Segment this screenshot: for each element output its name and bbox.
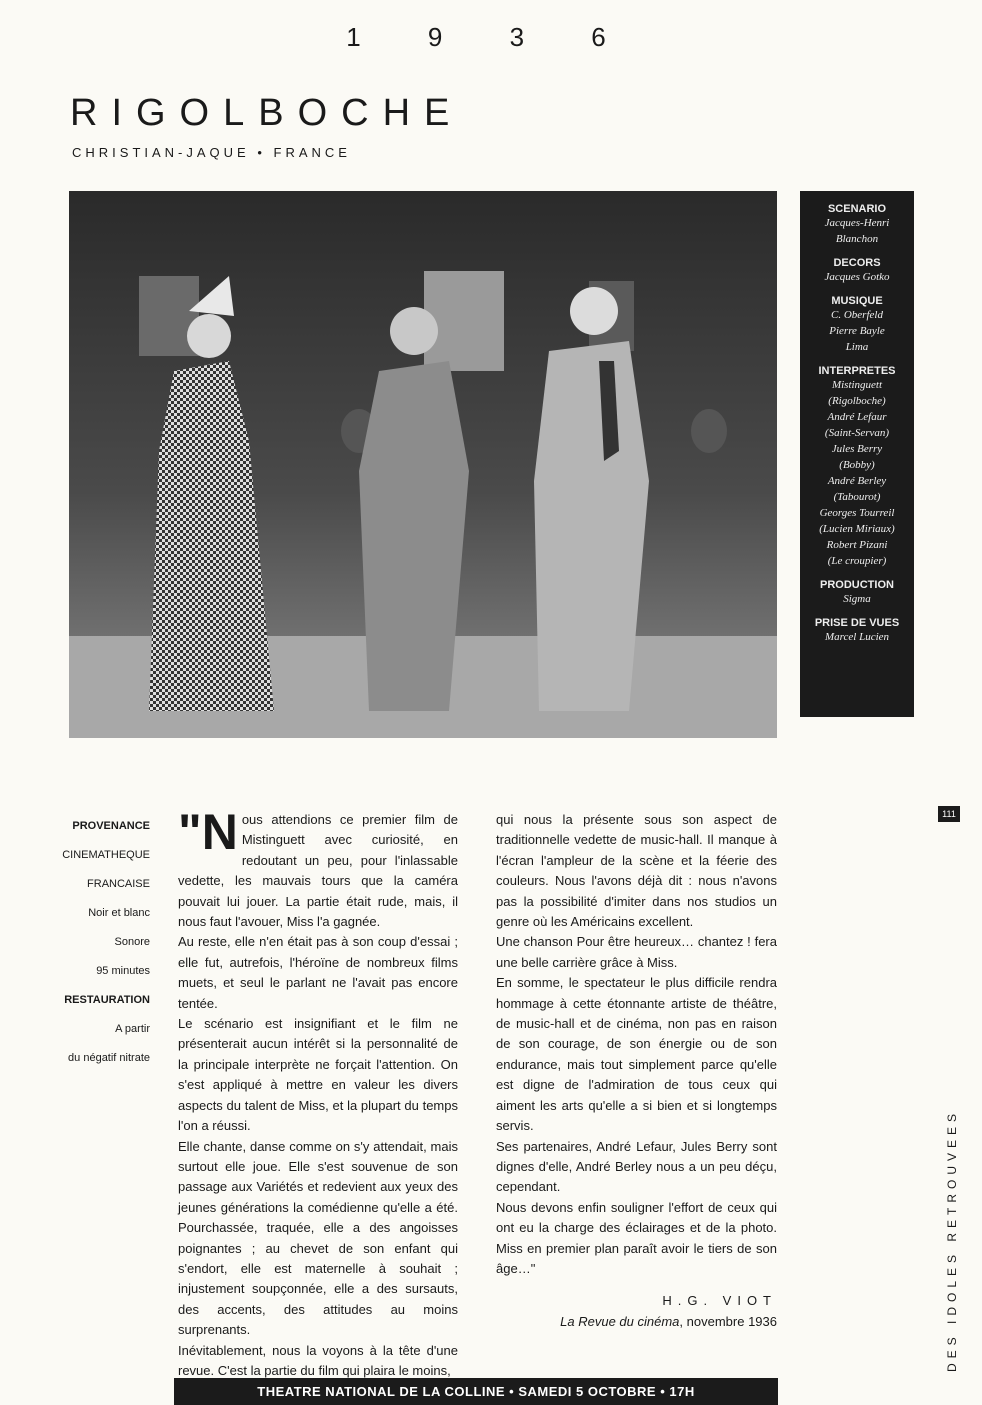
- credit-heading: PRISE DE VUES: [814, 617, 900, 629]
- credit-name: André Lefaur: [827, 411, 887, 423]
- credit-name: C. Oberfeld: [831, 309, 883, 321]
- film-subtitle: CHRISTIAN-JAQUE • FRANCE: [72, 145, 351, 160]
- article-paragraph: Au reste, elle n'en était pas à son coup d'essai ; elle fut, autrefois, l'héroïne de nombreux films muets, et seul le parlant ne l'avait pas encore tentée.: [178, 934, 458, 1011]
- provenance-line: 95 minutes: [96, 965, 150, 977]
- article-paragraph: Inévitablement, nous la voyons à la tête d'une revue. C'est la partie du film qui plaira le moins,: [178, 1342, 458, 1378]
- credit-name: (Lucien Miriaux): [819, 523, 895, 535]
- credit-name: Robert Pizani: [826, 539, 888, 551]
- source-date: , novembre 1936: [679, 1313, 777, 1329]
- film-still-photo: [69, 191, 777, 738]
- credit-name: Blanchon: [835, 233, 879, 245]
- article-paragraph: Le scénario est insignifiant et le film ne présenterait aucun intérêt si la personnalité de la principale interprète ne forçait l'attention. On s'est appliqué à mettre en valeur les divers aspects du talent de Miss, et la plupart du temps l'on a réussi.: [178, 1016, 458, 1134]
- year-heading: 1 9 3 6: [346, 22, 636, 52]
- credits-panel: [800, 191, 914, 717]
- article-paragraph: ous attendions ce premier film de Mistinguett avec curiosité, en redoutant un peu, pour l'inlassable vedette, les mauvais tours que la caméra pouvait lui jouer. La partie était rude, mais, il nous faut l'avouer, Miss l'a gagnée.: [178, 812, 458, 930]
- restauration-label: RESTAURATION: [64, 994, 150, 1006]
- vertical-section-label: DES IDOLES RETROUVEES: [945, 1108, 959, 1372]
- credit-name: Sigma: [843, 593, 871, 605]
- film-info-sidebar: [58, 812, 150, 1073]
- article-source: [496, 1312, 777, 1332]
- footer-banner: THEATRE NATIONAL DE LA COLLINE • SAMEDI 5 OCTOBRE • 17H: [174, 1378, 778, 1405]
- credit-name: (Tabourot): [833, 491, 881, 503]
- credit-name: (Bobby): [839, 459, 875, 471]
- credit-name: Georges Tourreil: [819, 507, 895, 519]
- credit-name: (Le croupier): [827, 555, 887, 567]
- credit-heading: PRODUCTION: [820, 579, 894, 591]
- article-column-1: [178, 804, 458, 1381]
- source-title: La Revue du cinéma: [560, 1313, 680, 1329]
- credit-heading: MUSIQUE: [831, 295, 883, 307]
- credit-name: Marcel Lucien: [824, 631, 890, 643]
- credit-name: (Rigolboche): [828, 395, 886, 407]
- film-title: RIGOLBOCHE: [70, 92, 464, 134]
- article-column-2: [496, 810, 777, 1332]
- restauration-line: du négatif nitrate: [68, 1052, 150, 1064]
- credit-heading: INTERPRETES: [818, 365, 896, 377]
- credit-name: Jacques-Henri: [824, 217, 890, 229]
- credit-heading: DECORS: [833, 257, 881, 269]
- provenance-line: Noir et blanc: [88, 907, 150, 919]
- provenance-line: Sonore: [114, 936, 150, 948]
- credit-name: Lima: [845, 341, 869, 353]
- credit-name: Mistinguett: [831, 379, 883, 391]
- article-paragraph: Elle chante, danse comme on s'y attendait, mais surtout elle joue. Elle s'est souvenue de son passage aux Variétés et redevient aux yeux des jeunes générations la comédienne qu'elle a été. Pourchassée, traquée, elle a des angoisses poignantes ; au chevet de son enfant qui s'endort, elle est maternelle à souhait ; injustement soupçonnée, elle a des sursauts, des accents, des attitudes au moins surprenants.: [178, 1138, 458, 1338]
- credit-name: Jacques Gotko: [824, 271, 890, 283]
- credit-name: (Saint-Servan): [824, 427, 890, 439]
- credit-heading: SCENARIO: [827, 203, 887, 215]
- article-paragraph: Une chanson Pour être heureux… chantez ! fera une belle carrière grâce à Miss.: [496, 934, 777, 970]
- page-number: 111: [938, 806, 960, 822]
- provenance-line: CINEMATHEQUE: [62, 849, 150, 861]
- film-still-illustration: [69, 191, 777, 738]
- author-signature: H.G. VIOT: [662, 1293, 777, 1309]
- dropcap: "N: [178, 804, 238, 860]
- provenance-label: PROVENANCE: [72, 820, 150, 832]
- credit-name: André Berley: [827, 475, 887, 487]
- article-paragraph: Ses partenaires, André Lefaur, Jules Berry sont dignes d'elle, André Berley nous a un peu déçu, cependant.: [496, 1138, 777, 1195]
- credit-name: Jules Berry: [831, 443, 883, 455]
- restauration-line: A partir: [115, 1023, 150, 1035]
- article-paragraph: qui nous la présente sous son aspect de traditionnelle vedette de music-hall. Il manque à l'écran l'ampleur de la scène et la féerie des couleurs. Nous l'avons déjà dit : nous n'avons pas la possibilité d'imiter dans nos studios un genre où les Américains excellent.: [496, 812, 777, 930]
- article-paragraph: En somme, le spectateur le plus difficile rendra hommage à cette étonnante artiste de théâtre, de music-hall et de cinéma, non pas en raison de son courage, de son énergie ou de son endurance, mais tout simplement parce qu'elle est digne de l'admiration de tous ceux qui aiment les arts qu'elle a si bien et si longtemps servis.: [496, 975, 777, 1134]
- provenance-line: FRANCAISE: [87, 878, 150, 890]
- article-paragraph: Nous devons enfin souligner l'effort de ceux qui ont eu la charge des éclairages et de la photo. Miss en premier plan paraît avoir le tiers de son âge…": [496, 1199, 777, 1276]
- credit-name: Pierre Bayle: [829, 325, 885, 337]
